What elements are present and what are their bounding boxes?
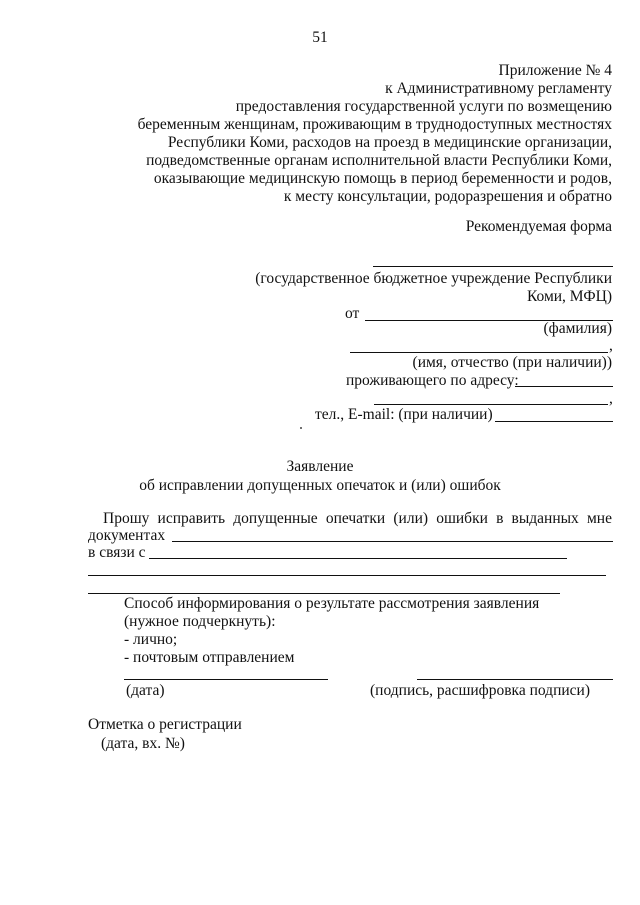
statement-subtitle: об исправлении допущенных опечаток и (или) ошибок: [139, 477, 501, 494]
contact-line[interactable]: [495, 421, 613, 422]
request-line: [103, 510, 612, 528]
notification-heading: Способ информирования о результате рассмотрения заявления: [124, 595, 540, 612]
notification-hint: (нужное подчеркнуть):: [124, 613, 276, 630]
comma: ,: [609, 390, 613, 407]
contact-label: тел., E-mail: (при наличии): [315, 406, 493, 423]
date-label: (дата): [126, 682, 165, 699]
reason-label: в связи с: [88, 544, 146, 561]
page-number: 51: [312, 29, 328, 46]
request-word: допущенные: [233, 510, 318, 527]
comma: ,: [609, 337, 613, 354]
appendix-title: Приложение № 4: [498, 62, 612, 79]
signature-label: (подпись, расшифровка подписи): [370, 682, 590, 699]
address-label: проживающего по адресу:: [346, 372, 519, 389]
name-hint: (имя, отчество (при наличии)): [412, 354, 612, 371]
statement-title: Заявление: [286, 458, 354, 475]
signature-line[interactable]: [417, 679, 613, 680]
notification-option-in-person[interactable]: - лично;: [124, 631, 178, 648]
request-word: опечатки: [325, 510, 386, 527]
header-line: Республики Коми, расходов на проезд в медицинские организации,: [167, 134, 612, 151]
name-line[interactable]: [350, 352, 608, 353]
registration-title: Отметка о регистрации: [88, 716, 242, 733]
reason-line[interactable]: [149, 558, 567, 559]
documents-label: документах: [88, 527, 166, 544]
notification-option-post[interactable]: - почтовым отправлением: [124, 649, 295, 666]
request-word: выданных: [511, 510, 579, 527]
header-line: подведомственные органам исполнительной власти Республики Коми,: [146, 152, 612, 169]
from-label: от: [345, 305, 360, 322]
request-word: в: [496, 510, 504, 527]
date-line[interactable]: [124, 679, 328, 680]
address-line-2[interactable]: [374, 404, 608, 405]
request-word: Прошу: [103, 510, 150, 527]
header-line: к месту консультации, родоразрешения и обратно: [283, 188, 612, 205]
request-word: исправить: [157, 510, 226, 527]
surname-hint: (фамилия): [543, 320, 612, 337]
request-word: ошибки: [436, 510, 488, 527]
scan-speck: [300, 427, 302, 429]
header-line: оказывающие медицинскую помощь в период беременности и родов,: [153, 170, 612, 187]
institution-hint: (государственное бюджетное учреждение Республики: [255, 270, 612, 287]
request-word: мне: [586, 510, 612, 527]
institution-hint: Коми, МФЦ): [526, 288, 612, 305]
header-line: предоставления государственной услуги по возмещению: [235, 98, 612, 115]
header-line: беременным женщинам, проживающим в труднодоступных местностях: [137, 116, 612, 133]
institution-line[interactable]: [373, 266, 613, 267]
recommended-form-label: Рекомендуемая форма: [465, 218, 612, 235]
reason-line-3[interactable]: [88, 593, 560, 594]
address-line[interactable]: [515, 386, 613, 387]
request-word: (или): [393, 510, 429, 527]
reason-line-2[interactable]: [88, 575, 606, 576]
header-line: к Административному регламенту: [385, 80, 612, 97]
documents-line[interactable]: [172, 541, 613, 542]
registration-hint: (дата, вх. №): [101, 735, 185, 752]
